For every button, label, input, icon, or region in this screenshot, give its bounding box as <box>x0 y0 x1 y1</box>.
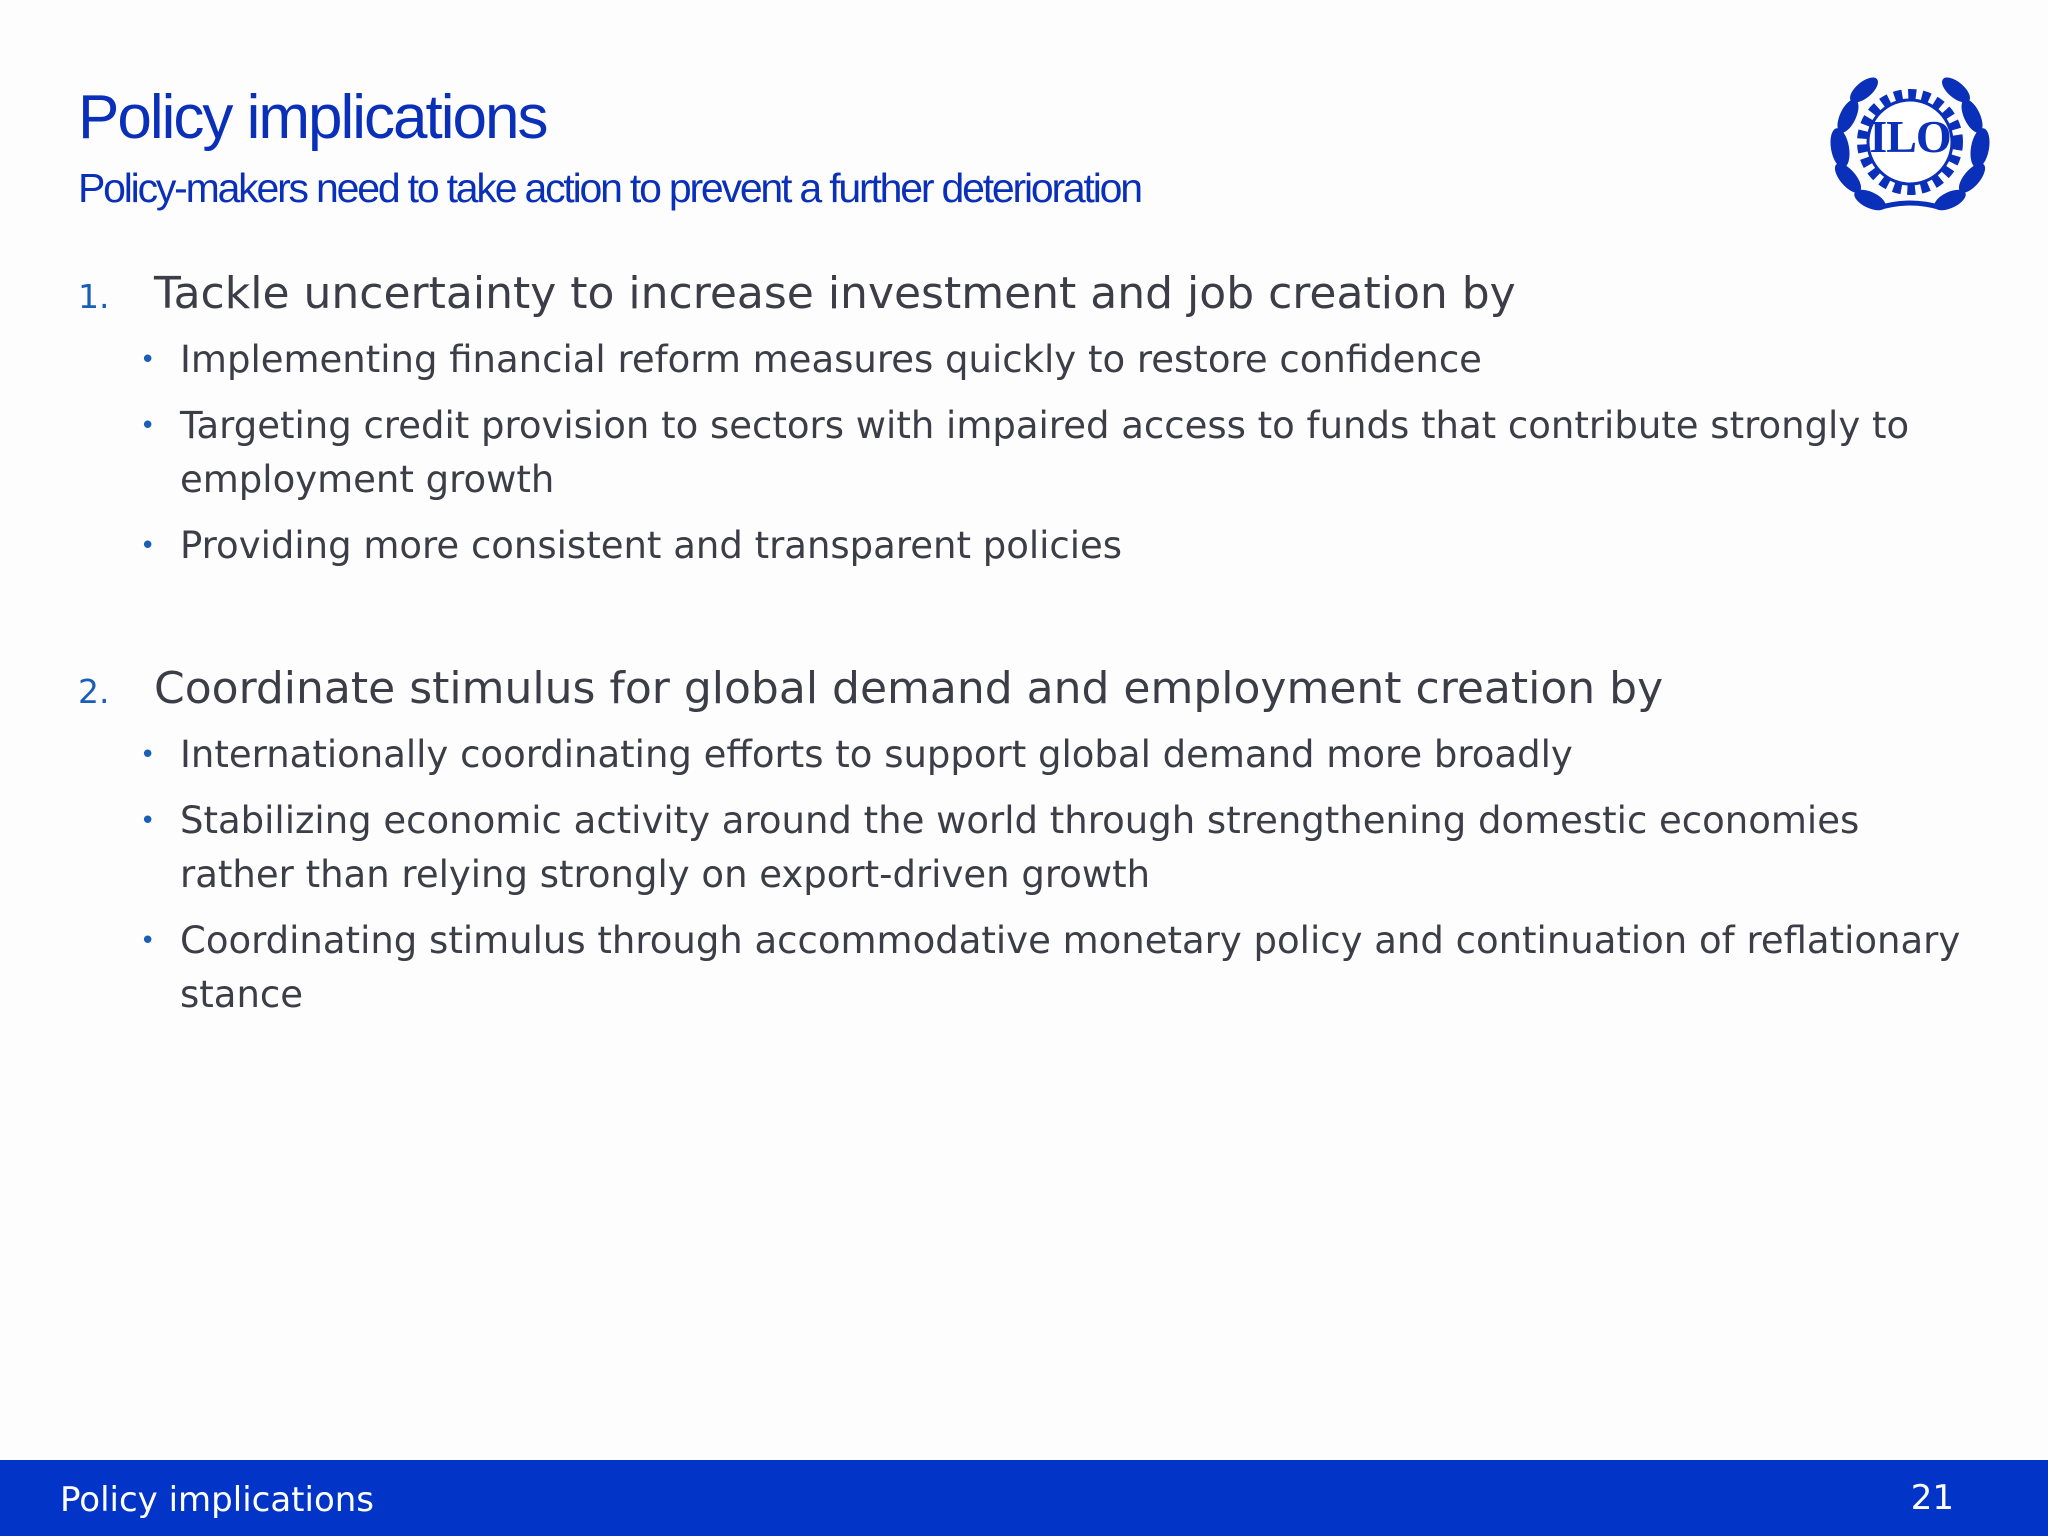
list-item <box>140 794 1978 902</box>
bullet-text: Providing more consistent and transparent policies <box>180 524 1123 567</box>
section-heading-text: Coordinate stimulus for global demand and employment creation by <box>154 663 1664 714</box>
page-number: 21 <box>1910 1478 1954 1518</box>
bullet-dot-icon: • <box>140 926 156 956</box>
page-subtitle: Policy-makers need to take action to prevent a further deterioration <box>78 165 1141 211</box>
section-number: 1. <box>78 277 110 316</box>
footer-bar <box>0 1460 2048 1536</box>
page-title: Policy implications <box>78 83 547 152</box>
bullet-dot-icon: • <box>140 740 156 770</box>
bullet-text: Stabilizing economic activity around the world through strengthening domestic economies rather than relying strongly on export-driven growth <box>180 799 1860 896</box>
slide-content <box>78 262 1978 1022</box>
section-number: 2. <box>78 672 110 711</box>
section-heading <box>78 657 1978 724</box>
section-1 <box>78 262 1978 573</box>
list-item <box>140 519 1978 573</box>
list-item <box>140 914 1978 1022</box>
list-item <box>140 728 1978 782</box>
logo-text: ILO <box>1869 111 1951 162</box>
list-item <box>140 399 1978 507</box>
section-2 <box>78 657 1978 1022</box>
list-item <box>140 333 1978 387</box>
bullet-text: Targeting credit provision to sectors with impaired access to funds that contribute strongly to employment growth <box>180 404 1910 501</box>
bullet-dot-icon: • <box>140 531 156 561</box>
bullet-text: Coordinating stimulus through accommodative monetary policy and continuation of reflationary stance <box>180 919 1961 1016</box>
bullet-text: Internationally coordinating efforts to support global demand more broadly <box>180 733 1573 776</box>
bullet-text: Implementing financial reform measures quickly to restore confidence <box>180 338 1482 381</box>
bullet-list <box>78 728 1978 1022</box>
section-heading <box>78 262 1978 329</box>
bullet-dot-icon: • <box>140 411 156 441</box>
bullet-dot-icon: • <box>140 806 156 836</box>
bullet-list <box>78 333 1978 573</box>
bullet-dot-icon: • <box>140 345 156 375</box>
footer-label: Policy implications <box>60 1480 375 1520</box>
section-heading-text: Tackle uncertainty to increase investment and job creation by <box>154 268 1516 319</box>
ilo-logo-icon <box>1818 58 2002 218</box>
